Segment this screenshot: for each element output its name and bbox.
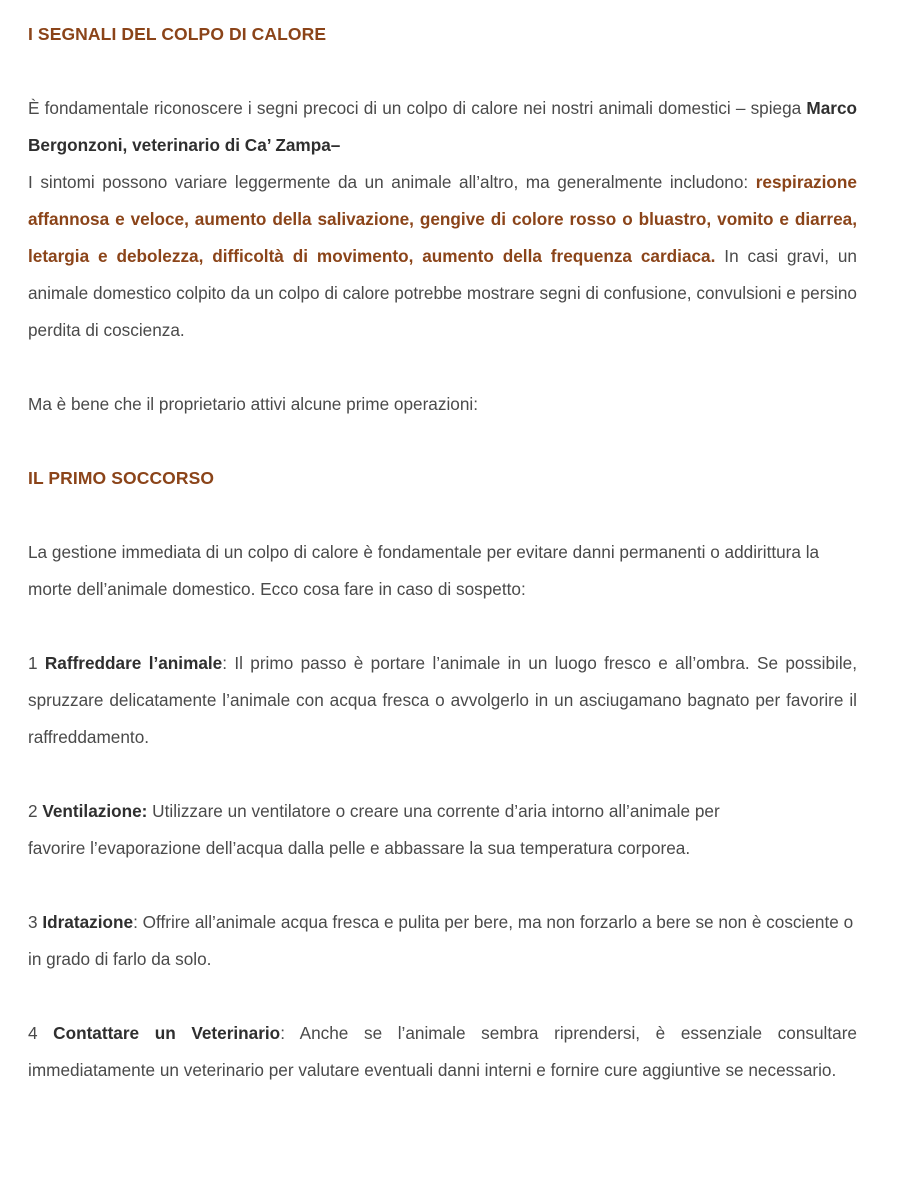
step-title: Idratazione [42, 912, 134, 932]
step-number: 3 [28, 912, 43, 932]
step-number: 4 [28, 1023, 54, 1043]
symptoms-lead: I sintomi possono variare leggermente da un animale all’altro, ma generalmente includono: [28, 172, 756, 192]
step-cooling [28, 645, 857, 756]
symptoms-severe: In casi gravi, un animale domestico colpito da un colpo di calore potrebbe mostrare segni di confusione, convulsioni e persino perdita di coscienza. [28, 246, 857, 340]
step-text: Utilizzare un ventilatore o creare una corrente d’aria intorno all’animale per favorire l’evaporazione dell’acqua dalla pelle e abbassare la sua temperatura corporea. [28, 801, 720, 858]
step-text: : Il primo passo è portare l’animale in un luogo fresco e all’ombra. Se possibile, spruzzare delicatamente l’animale con acqua fresca o avvolgerlo in un asciugamano bagnato per favorire il raffreddamento. [28, 653, 857, 747]
step-contact-vet [28, 1015, 857, 1089]
intro-text: È fondamentale riconoscere i segni precoci di un colpo di calore nei nostri animali domestici – spiega [28, 98, 807, 118]
symptoms-list: respirazione affannosa e veloce, aumento della salivazione, gengive di colore rosso o bluastro, vomito e diarrea, letargia e debolezza, difficoltà di movimento, aumento della frequenza cardiaca. [28, 172, 857, 266]
paragraph-first-aid-intro: La gestione immediata di un colpo di calore è fondamentale per evitare danni permanenti o addirittura la morte dell’animale domestico. Ecco cosa fare in caso di sospetto: [28, 542, 820, 599]
step-number: 2 [28, 801, 43, 821]
step-ventilation [28, 793, 857, 867]
vet-name: Marco Bergonzoni, veterinario di Ca’ Zampa– [28, 98, 857, 155]
step-hydration [28, 904, 857, 978]
paragraph-symptoms [28, 164, 857, 349]
step-title: Ventilazione: [42, 801, 148, 821]
step-title: Raffreddare l’animale [44, 653, 223, 673]
paragraph-operations: Ma è bene che il proprietario attivi alcune prime operazioni: [28, 394, 478, 414]
section-heading-signs: I SEGNALI DEL COLPO DI CALORE [28, 24, 327, 44]
paragraph-intro [28, 90, 857, 164]
step-text: : Offrire all’animale acqua fresca e pulita per bere, ma non forzarlo a bere se non è cosciente o in grado di farlo da solo. [28, 912, 854, 969]
step-title: Contattare un Veterinario [53, 1023, 281, 1043]
section-heading-first-aid: IL PRIMO SOCCORSO [28, 468, 215, 488]
step-number: 1 [28, 653, 45, 673]
step-text: : Anche se l’animale sembra riprendersi, è essenziale consultare immediatamente un veterinario per valutare eventuali danni interni e fornire cure aggiuntive se necessario. [28, 1023, 857, 1080]
